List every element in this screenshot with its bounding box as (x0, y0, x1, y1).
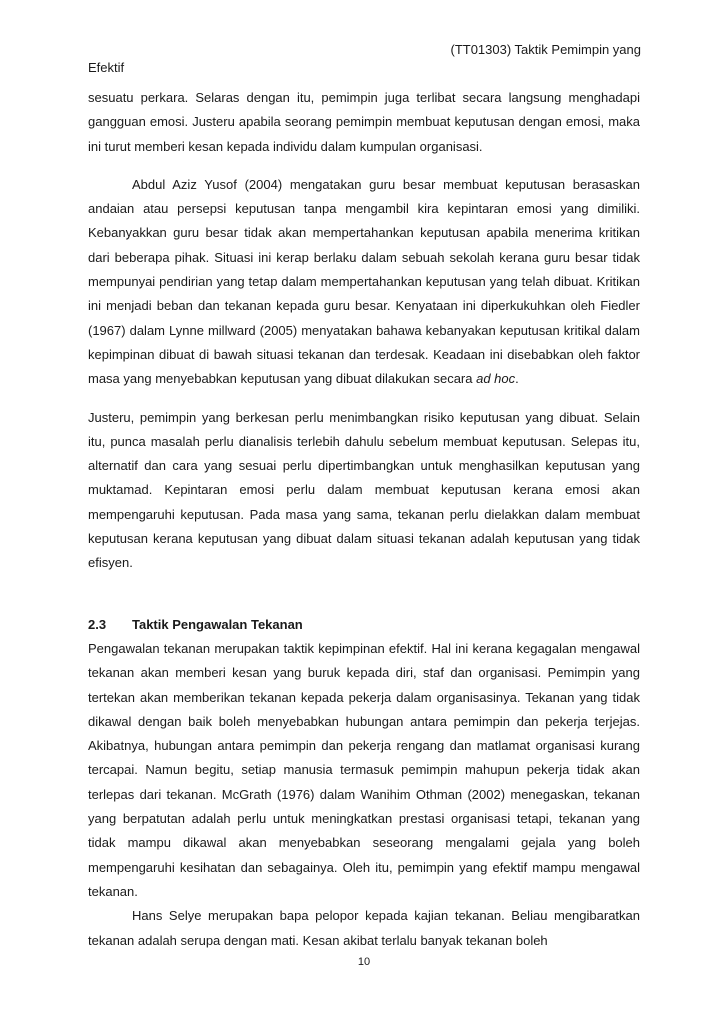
document-body (88, 86, 640, 953)
section-heading (88, 613, 640, 637)
paragraph: Hans Selye merupakan bapa pelopor kepada kajian tekanan. Beliau mengibaratkan tekanan adalah serupa dengan mati. Kesan akibat terlalu banyak tekanan boleh (88, 908, 640, 948)
paragraph: sesuatu perkara. Selaras dengan itu, pemimpin juga terlibat secara langsung menghadapi gangguan emosi. Justeru apabila seorang pemimpin membuat keputusan dengan emosi, maka ini turut memberi kesan kepada individu dalam kumpulan organisasi. (88, 90, 640, 154)
running-header: (TT01303) Taktik Pemimpin yang (450, 42, 641, 57)
section-title: Taktik Pengawalan Tekanan (132, 616, 303, 632)
section-number: 2.3 (88, 616, 107, 632)
page-number: 10 (357, 956, 371, 968)
running-header-continuation: Efektif (88, 60, 125, 75)
italic-term: ad hoc (476, 371, 516, 387)
paragraph (88, 173, 640, 392)
paragraph-text-end: . (515, 371, 519, 387)
paragraph-text: Abdul Aziz Yusof (2004) mengatakan guru besar membuat keputusan berasaskan andaian atau persepsi keputusan tanpa mengambil kira kepintaran emosi yang dimiliki. Kebanyakkan guru besar tidak akan mempertahankan keputusan apabila menerima kritikan dari beberapa pihak. Situasi ini kerap berlaku dalam sebuah sekolah kerana guru besar tidak mempunyai pendirian yang tetap dalam mempertahankan keputusan yang telah dibuat. Kritikan ini menjadi beban dan tekanan kepada guru besar. Kenyataan ini diperkukuhkan oleh Fiedler (1967) dalam Lynne millward (2005) menyatakan bahawa kebanyakan keputusan kritikal dalam kepimpinan dibuat di bawah situasi tekanan dan terdesak. Keadaan ini disebabkan oleh faktor masa yang menyebabkan keputusan yang dibuat dilakukan secara (88, 176, 640, 387)
paragraph: Justeru, pemimpin yang berkesan perlu menimbangkan risiko keputusan yang dibuat. Selain itu, punca masalah perlu dianalisis terlebih dahulu sebelum membuat keputusan. Selepas itu, alternatif dan cara yang sesuai perlu dipertimbangkan untuk menghasilkan keputusan yang muktamad. Kepintaran emosi perlu dalam membuat keputusan kerana emosi akan mempengaruhi keputusan. Pada masa yang sama, tekanan perlu dielakkan dalam membuat keputusan kerana keputusan yang dibuat dalam situasi tekanan adalah keputusan yang tidak efisyen. (88, 409, 640, 571)
paragraph: Pengawalan tekanan merupakan taktik kepimpinan efektif. Hal ini kerana kegagalan mengawal tekanan akan memberi kesan yang buruk kepada diri, staf dan organisasi. Pemimpin yang tertekan akan memberikan tekanan kepada pekerja dalam organisasinya. Tekanan yang tidak dikawal dengan baik boleh menyebabkan hubungan antara pemimpin dan pekerja terjejas. Akibatnya, hubungan antara pemimpin dan pekerja rengang dan matlamat organisasi kurang tercapai. Namun begitu, setiap manusia termasuk pemimpin mahupun pekerja tidak akan terlepas dari tekanan. McGrath (1976) dalam Wanihim Othman (2002) menegaskan, tekanan yang berpatutan adalah perlu untuk meningkatkan prestasi organisasi tetapi, tekanan yang tidak mampu dikawal akan menyebabkan seseorang mengalami gejala yang boleh mempengaruhi kesihatan dan sebagainya. Oleh itu, pemimpin yang efektif mampu mengawal tekanan. (88, 640, 640, 899)
